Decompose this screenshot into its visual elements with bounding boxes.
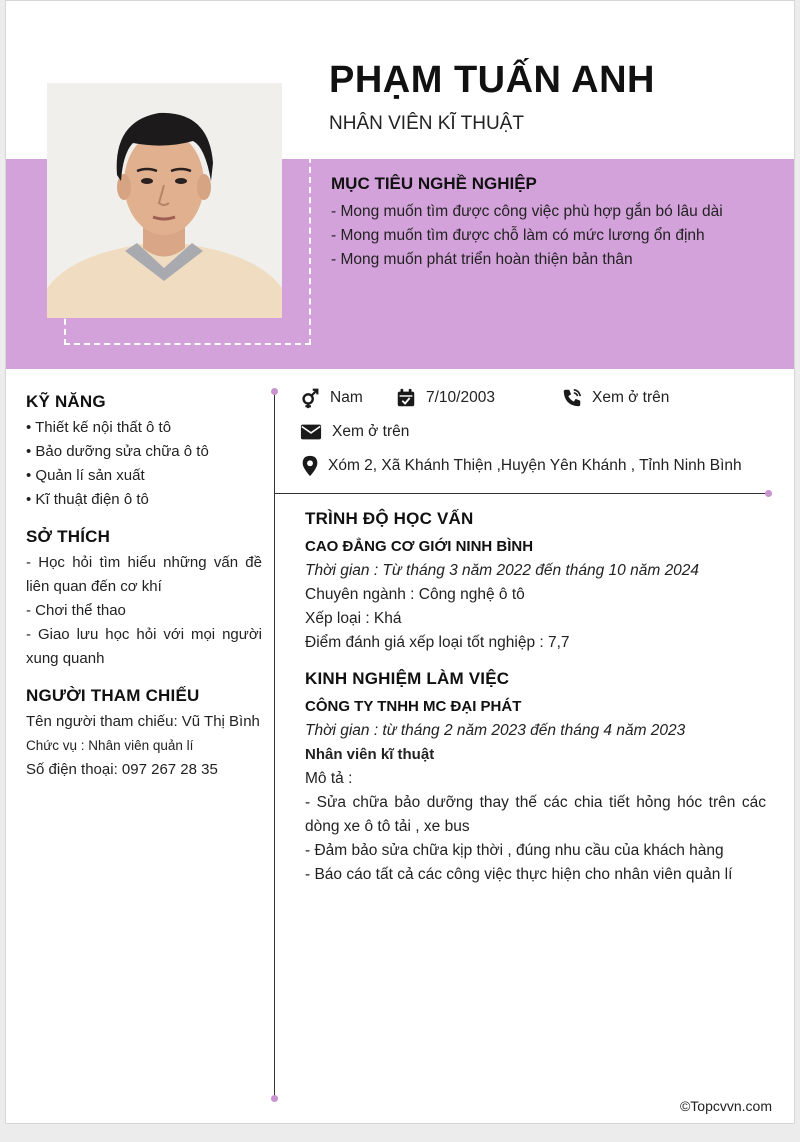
address-value: Xóm 2, Xã Khánh Thiện ,Huyện Yên Khánh , Tỉnh Ninh Bình bbox=[328, 457, 742, 474]
address-info bbox=[299, 455, 742, 477]
experience-title: KINH NGHIỆM LÀM VIỆC bbox=[305, 669, 510, 688]
phone-value: Xem ở trên bbox=[592, 389, 670, 406]
education-time: Thời gian : Từ tháng 3 năm 2022 đến tháng 10 năm 2024 bbox=[305, 562, 700, 579]
experience-desc-label: Mô tả : bbox=[305, 770, 353, 787]
email-info bbox=[299, 421, 409, 443]
gender-value: Nam bbox=[330, 389, 363, 406]
divider-dot bbox=[271, 1095, 278, 1102]
objective-line: - Mong muốn tìm được chỗ làm có mức lương ổn định bbox=[331, 227, 705, 244]
divider-dot bbox=[271, 388, 278, 395]
calendar-icon bbox=[395, 387, 417, 409]
experience-desc-item: - Báo cáo tất cả các công việc thực hiện cho nhân viên quản lí bbox=[305, 866, 733, 883]
objective-title: MỤC TIÊU NGHỀ NGHIỆP bbox=[331, 174, 537, 193]
main-content bbox=[305, 509, 766, 887]
reference-phone: Số điện thoại: 097 267 28 35 bbox=[26, 761, 218, 778]
phone-icon bbox=[561, 387, 583, 409]
experience-role: Nhân viên kĩ thuật bbox=[305, 746, 435, 763]
profile-photo bbox=[47, 83, 282, 318]
skills-title: KỸ NĂNG bbox=[26, 392, 106, 411]
cv-page bbox=[5, 0, 795, 1124]
horizontal-divider bbox=[275, 493, 769, 494]
objective-section bbox=[331, 174, 781, 272]
school-name: CAO ĐẲNG CƠ GIỚI NINH BÌNH bbox=[305, 538, 534, 555]
dob-value: 7/10/2003 bbox=[426, 389, 495, 406]
phone-info bbox=[561, 387, 669, 409]
skill-item: • Bảo dưỡng sửa chữa ô tô bbox=[26, 443, 209, 460]
experience-time: Thời gian : từ tháng 2 năm 2023 đến tháng 4 năm 2023 bbox=[305, 722, 686, 739]
education-rank: Xếp loại : Khá bbox=[305, 610, 402, 627]
experience-desc-item: - Đảm bảo sửa chữa kịp thời , đúng nhu cầu của khách hàng bbox=[305, 842, 724, 859]
hobby-item: - Học hỏi tìm hiểu những vấn đề liên quan đến cơ khí bbox=[26, 554, 262, 595]
dob-info bbox=[395, 387, 495, 409]
email-value: Xem ở trên bbox=[332, 423, 410, 440]
education-score: Điểm đánh giá xếp loại tốt nghiệp : 7,7 bbox=[305, 634, 570, 651]
company-name: CÔNG TY TNHH MC ĐẠI PHÁT bbox=[305, 698, 522, 715]
candidate-name: PHẠM TUẤN ANH bbox=[329, 59, 655, 101]
objective-line: - Mong muốn tìm được công việc phù hợp gắn bó lâu dài bbox=[331, 203, 723, 220]
gender-info bbox=[299, 387, 363, 409]
reference-position: Chức vụ : Nhân viên quản lí bbox=[26, 738, 194, 753]
experience-desc-item: - Sửa chữa bảo dưỡng thay thế các chia tiết hỏng hóc trên các dòng xe ô tô tải , xe bus bbox=[305, 794, 766, 835]
hobby-item: - Chơi thể thao bbox=[26, 602, 126, 619]
vertical-divider bbox=[274, 391, 275, 1099]
location-pin-icon bbox=[299, 455, 321, 477]
footer-credit[interactable]: ©Topcvvn.com bbox=[679, 1098, 772, 1114]
skill-item: • Thiết kế nội thất ô tô bbox=[26, 419, 172, 436]
education-title: TRÌNH ĐỘ HỌC VẤN bbox=[305, 509, 474, 528]
job-title: NHÂN VIÊN KĨ THUẬT bbox=[329, 113, 524, 134]
skill-item: • Quản lí sản xuất bbox=[26, 467, 145, 484]
skill-item: • Kĩ thuật điện ô tô bbox=[26, 491, 149, 508]
sidebar bbox=[26, 392, 262, 782]
reference-name: Tên người tham chiếu: Vũ Thị Bình bbox=[26, 713, 260, 730]
email-icon bbox=[299, 421, 323, 443]
gender-icon bbox=[299, 387, 321, 409]
reference-title: NGƯỜI THAM CHIẾU bbox=[26, 686, 200, 705]
hobby-item: - Giao lưu học hỏi với mọi người xung quanh bbox=[26, 626, 262, 667]
education-major: Chuyên ngành : Công nghệ ô tô bbox=[305, 586, 525, 603]
hobbies-title: SỞ THÍCH bbox=[26, 527, 111, 546]
divider-dot bbox=[765, 490, 772, 497]
objective-line: - Mong muốn phát triển hoàn thiện bản thân bbox=[331, 251, 633, 268]
